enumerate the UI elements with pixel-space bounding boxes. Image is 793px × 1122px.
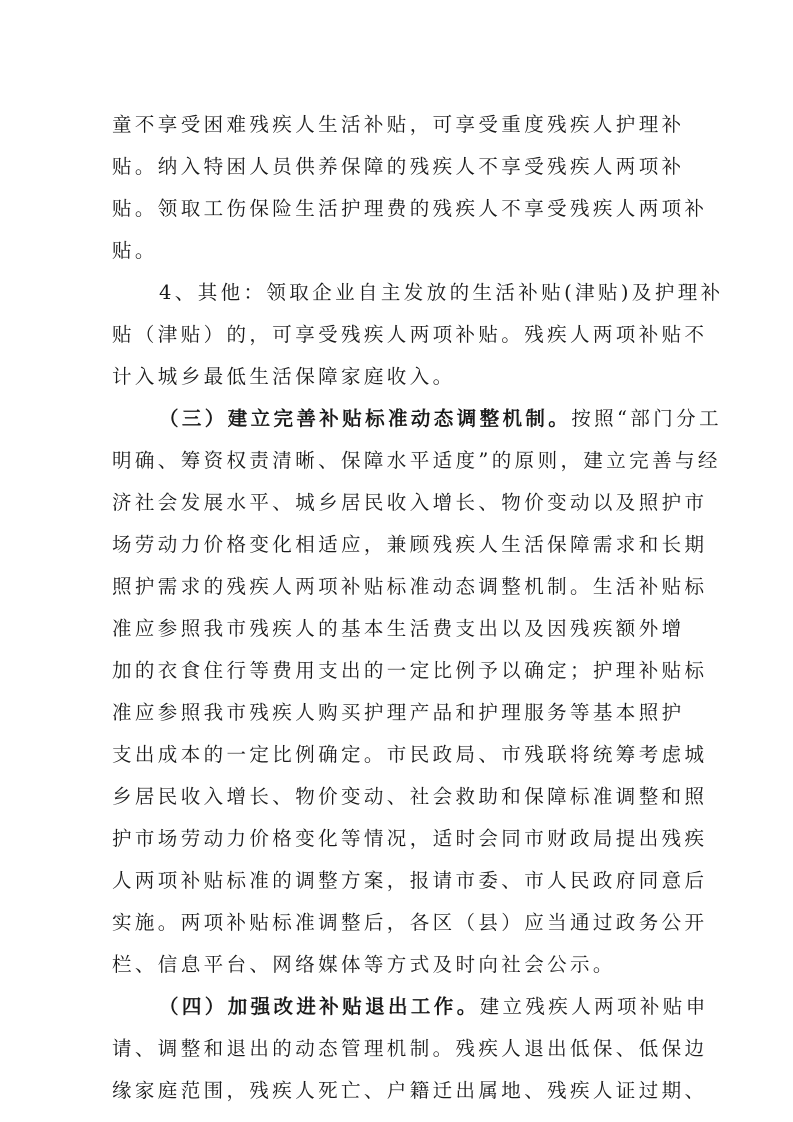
paragraph-line: 人两项补贴标准的调整方案，报请市委、市人民政府同意后 <box>112 869 708 892</box>
paragraph-line: 贴（津贴）的，可享受残疾人两项补贴。残疾人两项补贴不 <box>112 323 708 346</box>
paragraph-line: 济社会发展水平、城乡居民收入增长、物价变动以及照护市 <box>112 491 708 514</box>
paragraph-line: 贴。纳入特困人员供养保障的残疾人不享受残疾人两项补 <box>112 155 685 178</box>
paragraph-line: 护市场劳动力价格变化等情况，适时会同市财政局提出残疾 <box>112 827 708 850</box>
section-heading-line <box>159 404 722 434</box>
paragraph-line: 4、其他：领取企业自主发放的生活补贴(津贴)及护理补 <box>159 281 724 304</box>
paragraph-line: 栏、信息平台、网络媒体等方式及时向社会公示。 <box>112 953 616 976</box>
paragraph-line: 照护需求的残疾人两项补贴标准动态调整机制。生活补贴标 <box>112 575 708 598</box>
paragraph-line: 童不享受困难残疾人生活补贴，可享受重度残疾人护理补 <box>112 113 685 136</box>
section-heading-line <box>159 992 709 1022</box>
paragraph-line: 加的衣食住行等费用支出的一定比例予以确定；护理补贴标 <box>112 659 708 682</box>
paragraph-text: 建立残疾人两项补贴申 <box>479 995 709 1018</box>
paragraph-line: 实施。两项补贴标准调整后，各区（县）应当通过政务公开 <box>112 911 708 934</box>
paragraph-line: 准应参照我市残疾人的基本生活费支出以及因残疾额外增 <box>112 617 685 640</box>
paragraph-line: 贴。 <box>112 239 158 262</box>
paragraph-line: 支出成本的一定比例确定。市民政局、市残联将统筹考虑城 <box>112 743 708 766</box>
paragraph-line: 乡居民收入增长、物价变动、社会救助和保障标准调整和照 <box>112 785 708 808</box>
paragraph-line: 缘家庭范围，残疾人死亡、户籍迁出属地、残疾人证过期、 <box>112 1079 708 1102</box>
paragraph-line: 请、调整和退出的动态管理机制。残疾人退出低保、低保边 <box>112 1037 708 1060</box>
paragraph-line: 明确、筹资权责清晰、保障水平适度”的原则，建立完善与经 <box>112 449 721 472</box>
section-heading-four: （四）加强改进补贴退出工作。 <box>159 995 480 1018</box>
paragraph-line: 贴。领取工伤保险生活护理费的残疾人不享受残疾人两项补 <box>112 197 708 220</box>
paragraph-line: 计入城乡最低生活保障家庭收入。 <box>112 365 456 388</box>
paragraph-line: 准应参照我市残疾人购买护理产品和护理服务等基本照护 <box>112 701 685 724</box>
section-heading-three: （三）建立完善补贴标准动态调整机制。 <box>159 407 572 430</box>
paragraph-text: 按照“部门分工 <box>571 407 722 430</box>
paragraph-line: 场劳动力价格变化相适应，兼顾残疾人生活保障需求和长期 <box>112 533 708 556</box>
